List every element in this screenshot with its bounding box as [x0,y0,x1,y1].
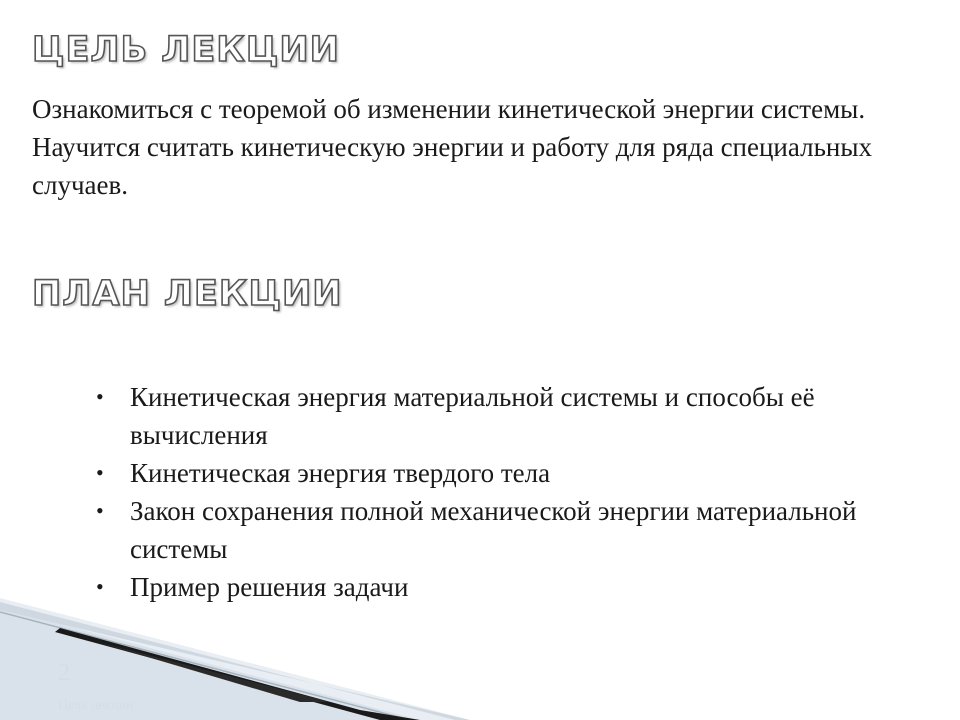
plan-list [96,378,926,606]
slide-number: 2 [58,660,70,686]
plan-item [96,568,926,606]
goal-heading: ЦЕЛЬ ЛЕКЦИИ [32,30,340,70]
plan-item [96,454,926,492]
goal-line: Ознакомиться с теоремой об изменении кинетической энергии системы. [32,94,866,124]
plan-item-text: Кинетическая энергия материальной системы и способы её вычисления [130,382,815,450]
plan-item-text: Закон сохранения полной механической энергии материальной системы [130,496,857,564]
bullet-icon: • [96,498,104,523]
plan-item [96,492,926,568]
goal-line: Научится считать кинетическую энергии и работу для ряда специальных случаев. [32,132,872,200]
bullet-icon: • [96,574,104,599]
bullet-icon: • [96,460,104,485]
plan-item-text: Кинетическая энергия твердого тела [130,458,551,488]
goal-text [32,90,912,204]
plan-heading: ПЛАН ЛЕКЦИИ [32,274,343,314]
plan-item-text: Пример решения задачи [130,572,409,602]
bullet-icon: • [96,384,104,409]
footer-text: Цель лекции [58,698,134,713]
plan-item [96,378,926,454]
